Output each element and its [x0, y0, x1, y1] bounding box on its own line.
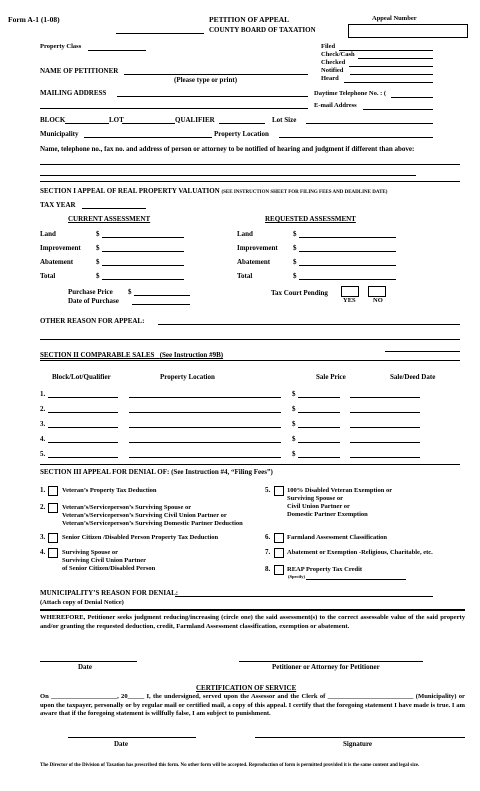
- comp-sale-price-field[interactable]: [298, 397, 340, 398]
- check-cash-label: Check/Cash: [321, 51, 355, 58]
- municipality-reason-line[interactable]: [175, 596, 433, 597]
- daytime-phone-line[interactable]: [391, 97, 433, 98]
- type-or-print-note: (Please type or print): [174, 76, 238, 84]
- current-total-dollar: $: [96, 272, 100, 280]
- petitioner-signature-label: Petitioner or Attorney for Petitioner: [272, 663, 380, 671]
- comp-block-lot-field[interactable]: [48, 412, 118, 413]
- current-land-field[interactable]: [102, 237, 184, 238]
- current-abatement-dollar: $: [96, 258, 100, 266]
- item3-label: Senior Citizen /Disabled Person Property Tax Deduction: [62, 534, 219, 541]
- email-line[interactable]: [363, 109, 433, 110]
- item5-line1: 100% Disabled Veteran Exemption or: [287, 487, 393, 494]
- item8-number: 8.: [265, 565, 271, 573]
- current-improvement-dollar: $: [96, 244, 100, 252]
- current-abatement-label: Abatement: [40, 258, 74, 266]
- petitioner-name-line[interactable]: [124, 74, 308, 75]
- lot-size-label: Lot Size: [272, 116, 297, 124]
- email-label: E-mail Address: [314, 102, 357, 109]
- checked-line[interactable]: [349, 66, 433, 67]
- comp-sale-date-field[interactable]: [350, 412, 420, 413]
- purchase-price-field[interactable]: [134, 295, 190, 296]
- comp-row-number: 2.: [40, 405, 46, 413]
- qualifier-label: QUALIFIER: [175, 116, 215, 124]
- address-line-2[interactable]: [40, 108, 308, 109]
- item7-checkbox[interactable]: [274, 548, 284, 558]
- col-property-location: Property Location: [160, 373, 215, 381]
- wherefore-paragraph: WHEREFORE, Petitioner seeks judgment reducing/increasing (circle one) the said assessment(s) to the correct assessable value of the said property and/or granting the requested deduction, credit, Farmland Assessment classification, exemption or abatement.: [40, 614, 465, 630]
- footer-note: The Director of the Division of Taxation has prescribed this form. No other form will be accepted. Reproduction of form is permitted provided it is the same content and legal size.: [40, 763, 420, 768]
- property-location-label: Property Location: [214, 130, 269, 138]
- comp-sale-date-field[interactable]: [350, 442, 420, 443]
- item2-line1: Veteran’s/Serviceperson’s Surviving Spouse or: [62, 504, 192, 511]
- comp-sale-price-dollar: $: [292, 390, 296, 398]
- property-class-label: Property Class: [40, 43, 82, 50]
- date-of-purchase-field[interactable]: [132, 304, 190, 305]
- block-line[interactable]: [65, 123, 109, 124]
- item7-label: Abatement or Exemption -Religious, Charitable, etc.: [287, 549, 433, 556]
- item6-number: 6.: [265, 533, 271, 541]
- requested-land-dollar: $: [293, 230, 297, 238]
- section3-instruction: (See Instruction #4, “Filing Fees”): [171, 468, 273, 476]
- item5-line2: Surviving Spouse or: [287, 495, 343, 502]
- item4-checkbox[interactable]: [48, 548, 58, 558]
- section2-rule: [40, 360, 460, 361]
- county-board-label: COUNTY BOARD OF TAXATION: [209, 26, 316, 34]
- comp-block-lot-field[interactable]: [48, 427, 118, 428]
- no-label: NO: [373, 297, 383, 304]
- mailing-address-line[interactable]: [117, 96, 308, 97]
- comp-sale-date-field[interactable]: [350, 457, 420, 458]
- item2-number: 2.: [40, 503, 46, 511]
- lot-size-line[interactable]: [306, 123, 433, 124]
- item7-number: 7.: [265, 548, 271, 556]
- municipality-reason-label: MUNICIPALITY’S REASON FOR DENIAL:: [40, 589, 179, 597]
- yes-label: YES: [343, 297, 356, 304]
- requested-assessment-heading: REQUESTED ASSESSMENT: [265, 215, 356, 223]
- item4-number: 4.: [40, 548, 46, 556]
- section2-heading: SECTION II COMPARABLE SALES: [40, 351, 155, 359]
- comp-location-field[interactable]: [129, 442, 281, 443]
- date-line-1[interactable]: [40, 661, 137, 662]
- current-improvement-label: Improvement: [40, 244, 81, 252]
- comp-location-field[interactable]: [129, 427, 281, 428]
- current-land-label: Land: [40, 230, 56, 238]
- date-line-2[interactable]: [68, 737, 196, 738]
- tax-court-yes-checkbox[interactable]: [341, 286, 359, 297]
- comp-sale-price-field[interactable]: [298, 412, 340, 413]
- item3-number: 3.: [40, 533, 46, 541]
- comp-sale-price-field[interactable]: [298, 427, 340, 428]
- requested-abatement-label: Abatement: [237, 258, 271, 266]
- notified-label: Notified: [321, 67, 344, 74]
- requested-abatement-field[interactable]: [299, 265, 396, 266]
- item5-line4: Domestic Partner Exemption: [287, 511, 368, 518]
- tax-court-pending-label: Tax Court Pending: [271, 289, 328, 297]
- section1-heading: SECTION I APPEAL OF REAL PROPERTY VALUATION: [40, 187, 220, 195]
- item5-checkbox[interactable]: [274, 486, 284, 496]
- daytime-phone-label: Daytime Telephone No. : (: [314, 90, 387, 97]
- comp-location-field[interactable]: [129, 397, 281, 398]
- purchase-price-dollar: $: [128, 288, 132, 296]
- attorney-line-2[interactable]: [40, 175, 416, 176]
- tax-year-line[interactable]: [82, 208, 146, 209]
- comp-sale-date-field[interactable]: [350, 397, 420, 398]
- item2-line3: Veteran’s/Serviceperson’s Surviving Domestic Partner Deduction: [62, 520, 243, 527]
- requested-improvement-label: Improvement: [237, 244, 278, 252]
- item6-label: Farmland Assessment Classification: [287, 534, 388, 541]
- attorney-line-1[interactable]: [40, 164, 460, 165]
- certification-text: On ____________________, 20_____ I, the undersigned, served upon the Assessor and the Clerk of __________________________ (Municipality) or upon the taxpayer, personally or by regular mail or certified mail, a copy of this appeal. I certify that the foregoing statement I have made is true. I am aware that if the foregoing statement is willfully false, I am subject to punishment.: [40, 693, 465, 718]
- col-sale-date: Sale/Deed Date: [390, 373, 436, 381]
- item5-line3: Civil Union Partner or: [287, 503, 350, 510]
- current-land-dollar: $: [96, 230, 100, 238]
- current-assessment-heading: CURRENT ASSESSMENT: [68, 215, 151, 223]
- date-of-purchase-label: Date of Purchase: [68, 297, 119, 305]
- section2-title: [40, 352, 223, 359]
- other-reason-label: OTHER REASON FOR APPEAL:: [40, 317, 145, 325]
- item2-line2: Veteran’s/Serviceperson’s Surviving Civil Union Partner or: [62, 512, 227, 519]
- requested-total-label: Total: [237, 272, 253, 280]
- section-divider: [40, 181, 460, 182]
- comp-block-lot-field[interactable]: [48, 397, 118, 398]
- requested-abatement-dollar: $: [293, 258, 297, 266]
- section1-note: (SEE INSTRUCTION SHEET FOR FILING FEES AND DEADLINE DATE): [221, 190, 388, 195]
- col-block-lot: Block/Lot/Qualifier: [52, 373, 111, 381]
- current-total-label: Total: [40, 272, 56, 280]
- item8-specify-line[interactable]: [306, 579, 406, 580]
- notified-line[interactable]: [350, 74, 433, 75]
- county-line[interactable]: [116, 33, 204, 34]
- item4-line3: of Senior Citizen/Disabled Person: [62, 565, 156, 572]
- purchase-price-label: Purchase Price: [68, 288, 113, 296]
- requested-land-label: Land: [237, 230, 253, 238]
- comp-sale-price-dollar: $: [292, 420, 296, 428]
- qualifier-line[interactable]: [219, 123, 265, 124]
- item1-label: Veteran’s Property Tax Deduction: [62, 487, 157, 494]
- mailing-address-label: MAILING ADDRESS: [40, 89, 107, 97]
- double-rule: [40, 609, 465, 611]
- section2-instruction: (See Instruction #9B): [159, 351, 224, 359]
- col-sale-price: Sale Price: [316, 373, 346, 381]
- property-class-line[interactable]: [88, 50, 146, 51]
- section3-rule: [40, 464, 460, 465]
- tax-court-no-checkbox[interactable]: [368, 286, 386, 297]
- petitioner-name-label: NAME OF PETITIONER: [40, 67, 119, 75]
- item4-line1: Surviving Spouse or: [62, 549, 118, 556]
- municipality-line[interactable]: [84, 137, 212, 138]
- lot-label: LOT: [109, 116, 124, 124]
- date-label-2: Date: [114, 740, 128, 748]
- item8-label: REAP Property Tax Credit: [287, 566, 363, 573]
- comp-sale-price-field[interactable]: [298, 442, 340, 443]
- certification-title: CERTIFICATION OF SERVICE: [196, 684, 297, 692]
- attach-note: (Attach copy of Denial Notice): [40, 599, 124, 606]
- comp-sale-date-field[interactable]: [350, 427, 420, 428]
- item3-checkbox[interactable]: [48, 533, 58, 543]
- form-title: PETITION OF APPEAL: [209, 15, 290, 24]
- item5-number: 5.: [265, 486, 271, 494]
- heard-label: Heard: [321, 75, 339, 82]
- comp-sale-price-field[interactable]: [298, 457, 340, 458]
- item1-checkbox[interactable]: [48, 486, 58, 496]
- appeal-number-box[interactable]: [348, 24, 468, 38]
- certification-signature-line[interactable]: [255, 737, 465, 738]
- other-reason-line-2[interactable]: [40, 339, 460, 340]
- comp-row-number: 3.: [40, 420, 46, 428]
- section1-title: [40, 188, 387, 195]
- date-label-1: Date: [78, 663, 92, 671]
- property-location-line[interactable]: [279, 137, 433, 138]
- appeal-number-label: Appeal Number: [372, 15, 417, 22]
- municipality-label: Municipality: [40, 130, 79, 138]
- current-improvement-field[interactable]: [102, 251, 184, 252]
- petitioner-signature-line[interactable]: [239, 661, 423, 662]
- comp-block-lot-field[interactable]: [48, 442, 118, 443]
- comp-row-number: 1.: [40, 390, 46, 398]
- comp-sale-price-dollar: $: [292, 405, 296, 413]
- item6-checkbox[interactable]: [274, 533, 284, 543]
- checked-label: Checked: [321, 59, 346, 66]
- lot-line[interactable]: [122, 123, 175, 124]
- comp-block-lot-field[interactable]: [48, 457, 118, 458]
- requested-improvement-dollar: $: [293, 244, 297, 252]
- item8-specify: (Specify): [288, 574, 305, 579]
- block-label: BLOCK: [40, 116, 66, 124]
- other-reason-line-1[interactable]: [158, 324, 460, 325]
- comp-row-number: 4.: [40, 435, 46, 443]
- comp-sale-price-dollar: $: [292, 450, 296, 458]
- current-abatement-field[interactable]: [102, 265, 184, 266]
- filed-label: Filed: [321, 43, 336, 50]
- requested-land-field[interactable]: [299, 237, 396, 238]
- section3-title: [40, 469, 273, 476]
- current-total-field[interactable]: [102, 279, 184, 280]
- comp-location-field[interactable]: [129, 412, 281, 413]
- item1-number: 1.: [40, 486, 46, 494]
- check-cash-line[interactable]: [358, 58, 433, 59]
- heard-line[interactable]: [344, 82, 433, 83]
- item8-checkbox[interactable]: [274, 565, 284, 575]
- item2-checkbox[interactable]: [48, 503, 58, 513]
- other-reason-line-3[interactable]: [385, 351, 460, 352]
- requested-improvement-field[interactable]: [299, 251, 396, 252]
- comp-location-field[interactable]: [129, 457, 281, 458]
- certification-signature-label: Signature: [343, 740, 373, 748]
- section3-heading: SECTION III APPEAL FOR DENIAL OF:: [40, 468, 170, 476]
- attorney-note: Name, telephone no., fax no. and address of person or attorney to be notified of hearing and judgment if different than above:: [40, 145, 415, 153]
- requested-total-field[interactable]: [299, 279, 396, 280]
- item4-line2: Surviving Civil Union Partner: [62, 557, 146, 564]
- comp-row-number: 5.: [40, 450, 46, 458]
- form-id: Form A-1 (1-08): [8, 15, 60, 24]
- tax-year-label: TAX YEAR: [40, 201, 76, 209]
- requested-total-dollar: $: [293, 272, 297, 280]
- comp-sale-price-dollar: $: [292, 435, 296, 443]
